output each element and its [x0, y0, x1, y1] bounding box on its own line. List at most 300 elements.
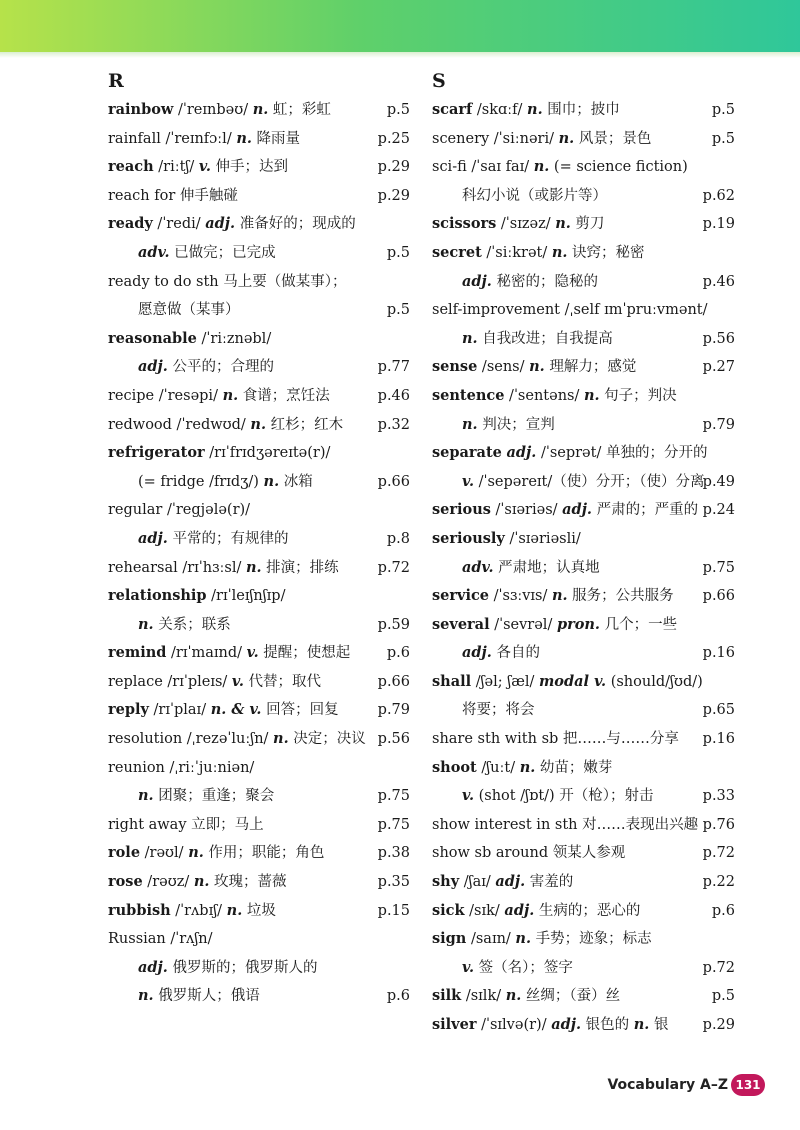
page-reference: p.35 — [377, 874, 410, 891]
vocab-entry — [432, 582, 735, 611]
part-of-speech: n. — [462, 415, 478, 433]
definition-text: 俄罗斯的；俄罗斯人的 — [167, 959, 318, 976]
part-of-speech: adj. — [551, 1016, 582, 1033]
definition-text: /riːtʃ/ — [153, 159, 199, 176]
vocab-entry — [108, 639, 410, 668]
vocab-entry — [432, 382, 735, 439]
entry-line — [432, 210, 735, 239]
entry-line — [108, 125, 410, 154]
definition-text: 签（名）；签字 — [474, 959, 573, 976]
definition-text: 团聚；重逢；聚会 — [153, 788, 275, 805]
vocab-entry — [108, 125, 410, 154]
part-of-speech: n. — [527, 101, 543, 118]
vocab-entry — [432, 725, 735, 754]
part-of-speech: n. — [138, 787, 154, 805]
definition-text: /ˈsɪəriəsli/ — [504, 530, 581, 547]
entry-line — [108, 325, 410, 354]
page-reference: p.72 — [702, 959, 735, 976]
definition-text: /ˈriːznəbl/ — [196, 330, 272, 347]
entry-line — [108, 296, 410, 325]
entry-line — [108, 411, 410, 440]
headword: scarf — [432, 101, 473, 118]
definition-text: /ˈsepəreɪt/（使）分开；（使）分离 — [474, 473, 705, 490]
entry-line — [108, 982, 410, 1011]
vocab-entry — [432, 611, 735, 668]
headword: shall — [432, 672, 472, 690]
page-reference: p.75 — [702, 559, 735, 576]
headword: rainbow — [108, 101, 174, 118]
part-of-speech: n. — [226, 901, 243, 919]
headword: sign — [432, 930, 467, 948]
definition-text: /ˈrʌbɪʃ/ — [170, 902, 227, 919]
definition-text: /ʃuːt/ — [476, 759, 520, 776]
definition-text: 几个；一些 — [599, 616, 678, 633]
vocab-entry — [432, 239, 735, 296]
definition-text: share sth with sb 把……与……分享 — [432, 731, 679, 748]
entry-line — [432, 925, 735, 954]
page-reference: p.66 — [377, 673, 410, 690]
part-of-speech: adj. — [138, 529, 168, 547]
vocab-entry — [108, 696, 410, 725]
entry-line — [432, 439, 735, 468]
part-of-speech: n. — [236, 129, 252, 147]
vocab-entry — [108, 439, 410, 496]
definition-text: 提醒；使想起 — [258, 645, 351, 662]
definition-text: 准备好的；现成的 — [235, 216, 356, 233]
definition-text: 平常的；有规律的 — [167, 530, 289, 547]
entry-line — [108, 268, 410, 297]
part-of-speech: n. — [558, 129, 575, 147]
vocab-entry — [108, 496, 410, 553]
headword: relationship — [108, 587, 207, 605]
definition-text: /ˈsɜːvɪs/ — [489, 588, 552, 605]
headword: rubbish — [108, 901, 171, 919]
page-reference: p.5 — [386, 302, 410, 319]
headword: silk — [432, 987, 462, 1005]
definition-text: 愿意做（某事） — [138, 302, 240, 319]
entry-line — [108, 611, 410, 640]
page-reference: p.79 — [377, 702, 410, 719]
definition-text: (= fridge /frɪdʒ/) — [138, 473, 264, 490]
entry-line — [108, 353, 410, 382]
vocab-entry — [108, 153, 410, 182]
part-of-speech: n. — [263, 472, 280, 490]
headword: ready — [108, 215, 153, 233]
section-letter-s: S — [432, 70, 446, 92]
part-of-speech: n. — [273, 730, 289, 748]
entry-line — [108, 96, 410, 125]
definition-text: rainfall /ˈreɪnfɔːl/ — [108, 130, 237, 147]
vocab-entry — [108, 668, 410, 697]
definition-text: Russian /ˈrʌʃn/ — [108, 931, 213, 948]
definition-text: /rɪˈfrɪdʒəreɪtə(r)/ — [204, 445, 331, 462]
vocab-entry — [432, 668, 735, 725]
part-of-speech: n. — [515, 930, 532, 948]
part-of-speech: v. — [462, 958, 475, 976]
definition-text: 公平的；合理的 — [167, 359, 274, 376]
header-color-band — [0, 0, 800, 52]
entry-line — [432, 811, 735, 840]
page-reference: p.19 — [702, 216, 735, 233]
definition-text: 银色的 — [581, 1017, 634, 1033]
part-of-speech: n. — [633, 1016, 650, 1033]
vocab-entry — [108, 411, 410, 440]
part-of-speech: n. — [250, 415, 266, 433]
vocab-entry — [432, 96, 735, 125]
entry-line — [432, 411, 735, 440]
vocab-entry — [108, 839, 410, 868]
page-reference: p.15 — [377, 902, 410, 919]
definition-text: 决定；决议 — [288, 731, 366, 748]
part-of-speech: pron. — [556, 615, 600, 633]
definition-text: sci-fi /ˈsaɪ faɪ/ — [432, 159, 534, 176]
page-reference: p.29 — [377, 159, 410, 176]
definition-text: /ˈsɪzəz/ — [496, 216, 556, 233]
headword: sick — [432, 901, 465, 919]
vocab-entry — [108, 582, 410, 639]
definition-text: 句子；判决 — [599, 387, 677, 404]
vocab-entry — [108, 925, 410, 1011]
page-reference: p.16 — [702, 731, 735, 748]
page-reference: p.56 — [702, 330, 735, 347]
page-reference: p.75 — [377, 816, 410, 833]
definition-text: /ˈsevrəl/ — [489, 616, 557, 633]
vocab-entry — [432, 153, 735, 210]
part-of-speech: n. — [551, 587, 568, 605]
vocab-entry — [432, 125, 735, 154]
entry-line — [432, 782, 735, 811]
entry-line — [108, 468, 410, 497]
vocab-entry — [432, 982, 735, 1011]
entry-line — [432, 125, 735, 154]
page-reference: p.38 — [377, 845, 410, 862]
entry-line — [108, 182, 410, 211]
entry-line — [108, 153, 410, 182]
definition-text: /ˈseprət/ 单独的；分开的 — [536, 445, 708, 462]
page-reference: p.66 — [377, 473, 410, 490]
vocab-entry — [432, 496, 735, 525]
definition-text: /sens/ — [477, 359, 530, 376]
entry-line — [432, 325, 735, 354]
part-of-speech: v. — [198, 158, 211, 176]
page-reference: p.5 — [711, 102, 735, 118]
headword: secret — [432, 243, 482, 261]
entry-line — [432, 754, 735, 783]
definition-text: /sɪlk/ — [461, 988, 506, 1005]
vocab-entry — [108, 868, 410, 897]
headword: scissors — [432, 215, 497, 233]
definition-text: /ˈsɪəriəs/ — [490, 502, 563, 519]
headword: role — [108, 844, 141, 862]
vocab-entry — [432, 296, 735, 353]
definition-text: 伸手；达到 — [210, 159, 288, 176]
page-reference: p.8 — [386, 530, 410, 547]
part-of-speech: adj. — [562, 501, 592, 519]
definition-text: /rɪˈmaɪnd/ — [166, 645, 247, 662]
definition-text: (should/ʃʊd/) — [606, 673, 703, 690]
entry-line — [432, 982, 735, 1011]
entry-line — [108, 754, 410, 783]
definition-text: /saɪn/ — [466, 931, 516, 948]
definition-text: /ʃaɪ/ — [459, 874, 496, 891]
page-reference: p.5 — [386, 244, 410, 261]
entry-line — [432, 525, 735, 554]
page-reference: p.6 — [711, 902, 735, 919]
entry-line — [108, 839, 410, 868]
section-letter-r: R — [108, 70, 124, 92]
page-number-badge: 131 — [731, 1074, 765, 1096]
part-of-speech: v. — [462, 472, 475, 490]
headword: several — [432, 615, 490, 633]
definition-text: reunion /ˌriːˈjuːniən/ — [108, 759, 255, 776]
column-s — [432, 68, 735, 1040]
entry-line — [432, 353, 735, 382]
entry-line — [432, 954, 735, 983]
vocab-entry — [432, 925, 735, 982]
definition-text: 食谱；烹饪法 — [238, 387, 330, 404]
entry-line — [432, 182, 735, 211]
vocab-entry — [432, 210, 735, 239]
definition-text: 回答；回复 — [261, 702, 339, 719]
entry-line — [432, 239, 735, 268]
definition-text: 垃圾 — [242, 902, 276, 919]
definition-text: /rəʊl/ — [140, 845, 189, 862]
entry-line — [432, 468, 735, 497]
headword: reply — [108, 701, 149, 719]
vocab-entry — [432, 754, 735, 811]
definition-text: 风景；景色 — [574, 130, 652, 147]
definition-text: recipe /ˈresəpi/ — [108, 387, 223, 404]
page-reference: p.76 — [702, 816, 735, 833]
vocab-entry — [108, 554, 410, 583]
page-reference: p.62 — [702, 187, 735, 204]
entry-line — [108, 954, 410, 983]
definition-text: 虹；彩虹 — [268, 102, 331, 118]
definition-text: 秘密的；隐秘的 — [491, 273, 598, 290]
entry-line — [432, 668, 735, 697]
part-of-speech: n. — [519, 758, 536, 776]
page-reference: p.29 — [377, 187, 410, 204]
definition-text: /ˈredi/ — [152, 216, 206, 233]
headword: serious — [432, 501, 491, 519]
part-of-speech: adv. — [138, 243, 170, 261]
definition-text: 害羞的 — [525, 874, 574, 891]
definition-text: /ˈsiːkrət/ — [481, 244, 552, 261]
definition-text: resolution /ˌrezəˈluːʃn/ — [108, 731, 274, 748]
definition-text: scenery /ˈsiːnəri/ — [432, 130, 559, 147]
part-of-speech: n. — [252, 101, 269, 118]
definition-text: /sɪk/ — [464, 902, 505, 919]
footer-label: Vocabulary A–Z — [607, 1077, 728, 1093]
entry-line — [108, 525, 410, 554]
definition-text: 围巾；披巾 — [542, 102, 620, 118]
entry-line — [432, 582, 735, 611]
entry-line — [108, 496, 410, 525]
headword: reasonable — [108, 329, 197, 347]
definition-text: 已做完；已完成 — [169, 244, 276, 261]
definition-text: self-improvement /ˌself ɪmˈpruːvmənt/ — [432, 302, 708, 319]
part-of-speech: n. — [188, 844, 204, 862]
part-of-speech: adj. — [138, 958, 168, 976]
definition-text: 俄罗斯人；俄语 — [153, 988, 260, 1005]
definition-text: 冰箱 — [279, 473, 313, 490]
definition-text: 科幻小说（或影片等） — [462, 187, 607, 204]
part-of-speech: v. — [246, 644, 259, 662]
entry-line — [432, 1011, 735, 1040]
entry-line — [432, 897, 735, 926]
vocab-entry — [108, 96, 410, 125]
headword: separate — [432, 444, 502, 462]
definition-text: (= science fiction) — [549, 159, 688, 176]
part-of-speech: n. — [462, 329, 478, 347]
entry-line — [108, 696, 410, 725]
page-reference: p.25 — [377, 130, 410, 147]
entry-line — [108, 554, 410, 583]
page-reference: p.77 — [377, 359, 410, 376]
entry-line — [108, 668, 410, 697]
definition-text: show sb around 领某人参观 — [432, 845, 626, 862]
vocab-entry — [108, 725, 410, 754]
page-reference: p.75 — [377, 788, 410, 805]
headword: rose — [108, 873, 143, 891]
headword: shy — [432, 873, 460, 891]
vocab-entry — [432, 897, 735, 926]
definition-text: 代替；取代 — [243, 673, 322, 690]
part-of-speech: n. — [138, 987, 154, 1005]
vocab-entry — [108, 182, 410, 211]
definition-text: /skɑːf/ — [472, 102, 528, 118]
vocab-entry — [108, 897, 410, 926]
definition-text: 关系；联系 — [153, 616, 231, 633]
part-of-speech: n. — [555, 215, 571, 233]
vocab-entry — [108, 811, 410, 840]
part-of-speech: v. — [462, 787, 475, 805]
part-of-speech: adj. — [506, 444, 537, 462]
entry-line — [108, 897, 410, 926]
part-of-speech: n. — [551, 243, 568, 261]
page-reference: p.33 — [702, 788, 735, 805]
page-reference: p.32 — [377, 416, 410, 433]
entry-line — [432, 868, 735, 897]
entry-line — [432, 296, 735, 325]
definition-text: 剪刀 — [570, 216, 605, 233]
definition-text: /rɪˈplaɪ/ — [148, 702, 211, 719]
page-reference: p.59 — [377, 616, 410, 633]
part-of-speech: n. — [222, 386, 239, 404]
entry-line — [108, 925, 410, 954]
definition-text: right away 立即；马上 — [108, 816, 264, 833]
definition-text: /rɪˈleɪʃnʃɪp/ — [206, 588, 286, 605]
definition-text: 幼苗；嫩芽 — [535, 759, 613, 776]
page-reference: p.46 — [702, 273, 735, 290]
part-of-speech: n. & v. — [210, 701, 262, 719]
entry-line — [108, 811, 410, 840]
vocab-entry — [432, 353, 735, 382]
definition-text: (shot /ʃɒt/) 开（枪）；射击 — [474, 788, 654, 805]
entry-line — [108, 868, 410, 897]
definition-text: show interest in sth 对……表现出兴趣 — [432, 816, 699, 833]
page-reference: p.72 — [702, 845, 735, 862]
page-reference: p.27 — [702, 359, 735, 376]
page-reference: p.6 — [386, 988, 410, 1005]
part-of-speech: n. — [138, 615, 154, 633]
definition-text: replace /rɪˈpleɪs/ — [108, 673, 232, 690]
definition-text: /rəʊz/ — [142, 874, 194, 891]
definition-text: 诀窍；秘密 — [567, 244, 645, 261]
headword: sense — [432, 358, 478, 376]
part-of-speech: adj. — [504, 901, 535, 919]
entry-list-r — [108, 96, 410, 1011]
entry-line — [432, 639, 735, 668]
headword: sentence — [432, 386, 505, 404]
part-of-speech: adv. — [462, 558, 494, 576]
definition-text: 将要；将会 — [462, 702, 535, 719]
definition-text: ready to do sth 马上要（做某事）； — [108, 273, 347, 290]
vocab-entry — [432, 525, 735, 582]
page-reference: p.5 — [711, 130, 735, 147]
headword: shoot — [432, 758, 477, 776]
definition-text: /ˈreɪnbəʊ/ — [173, 102, 253, 118]
part-of-speech: modal v. — [538, 672, 607, 690]
page-reference: p.72 — [377, 559, 410, 576]
definition-text: 降雨量 — [251, 130, 301, 147]
entry-line — [432, 268, 735, 297]
definition-text: redwood /ˈredwʊd/ — [108, 416, 251, 433]
definition-text: 玫瑰；蔷薇 — [209, 874, 287, 891]
vocab-entry — [432, 439, 735, 496]
entry-line — [432, 382, 735, 411]
part-of-speech: n. — [533, 158, 550, 176]
entry-line — [108, 239, 410, 268]
entry-line — [432, 696, 735, 725]
part-of-speech: n. — [529, 358, 545, 376]
headword: seriously — [432, 529, 505, 547]
headword: reach — [108, 158, 154, 176]
definition-text: 各自的 — [491, 645, 540, 662]
definition-text: /ʃəl; ʃæl/ — [471, 673, 539, 690]
definition-text: /ˈsentəns/ — [504, 387, 584, 404]
definition-text: 生病的；恶心的 — [534, 902, 641, 919]
definition-text: 判决；宣判 — [477, 416, 555, 433]
definition-text: rehearsal /rɪˈhɜːsl/ — [108, 559, 246, 576]
page-reference: p.29 — [702, 1017, 735, 1033]
headword: service — [432, 587, 490, 605]
part-of-speech: v. — [231, 672, 244, 690]
vocab-entry — [108, 325, 410, 382]
vocab-entry — [432, 811, 735, 840]
definition-text: /ˈsɪlvə(r)/ — [476, 1017, 552, 1033]
definition-text: 自我改进；自我提高 — [477, 330, 613, 347]
entry-line — [432, 839, 735, 868]
vocab-entry — [432, 1011, 735, 1040]
page-reference: p.22 — [702, 874, 735, 891]
entry-line — [432, 496, 735, 525]
entry-line — [432, 96, 735, 125]
part-of-speech: n. — [245, 558, 262, 576]
headword: remind — [108, 644, 167, 662]
part-of-speech: adj. — [138, 358, 168, 376]
page-reference: p.46 — [377, 387, 410, 404]
definition-text: regular /ˈregjələ(r)/ — [108, 502, 251, 519]
definition-text: 排演；排练 — [261, 559, 339, 576]
vocab-entry — [432, 839, 735, 868]
definition-text: 红杉；红木 — [266, 416, 344, 433]
page-reference: p.6 — [386, 645, 410, 662]
part-of-speech: n. — [505, 987, 522, 1005]
definition-text: 服务；公共服务 — [567, 588, 674, 605]
entry-line — [108, 639, 410, 668]
page-reference: p.16 — [702, 645, 735, 662]
